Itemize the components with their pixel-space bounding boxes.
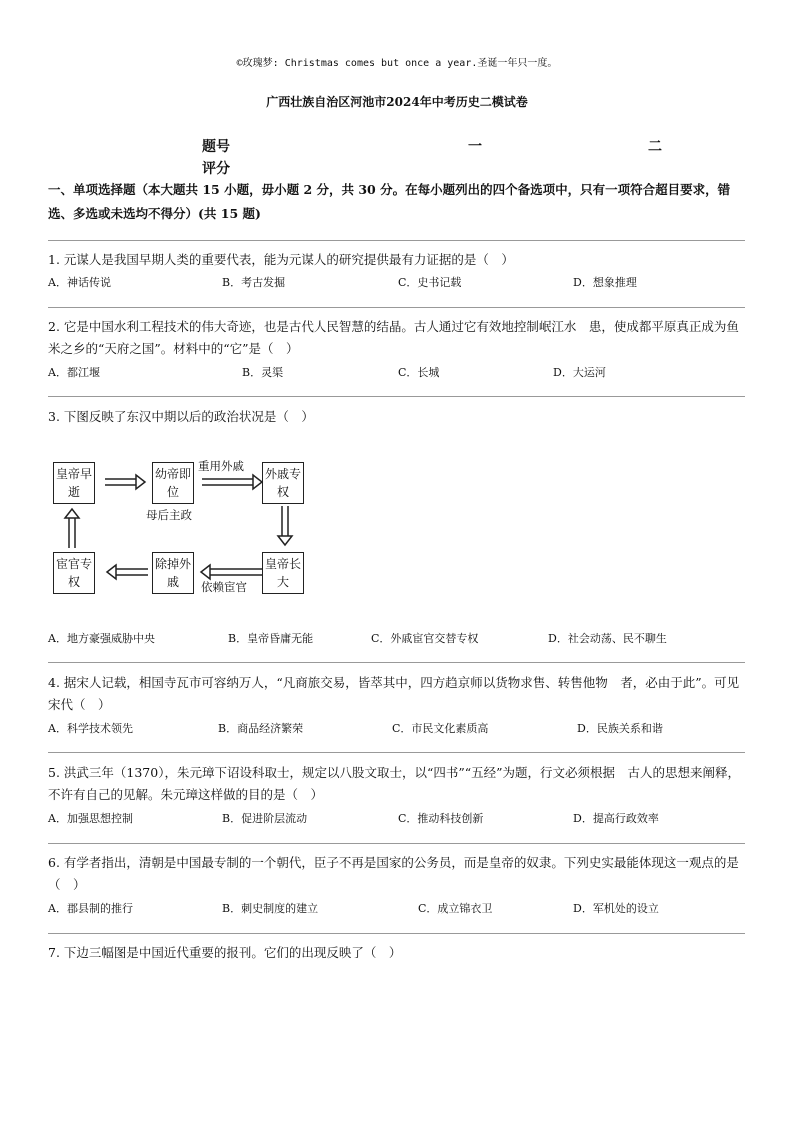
question-3-option-b[interactable]: B．皇帝昏庸无能 (228, 632, 314, 645)
section-heading: 一、单项选择题（本大题共 15 小题，毋小题 2 分，共 30 分。在每小题列出的四个备选项中，只有一项符合超目要求，错选、多选或未选均不得分）(共 15 题) (48, 182, 731, 221)
question-3-stem: 3. 下图反映了东汉中期以后的政治状况是（ ） (48, 409, 314, 424)
diagram-box-eunuchs: 宦官专权 (53, 552, 95, 594)
question-1-option-c[interactable]: C．史书记载 (398, 276, 462, 289)
diagram-label-rely-eunuchs: 依赖宦官 (201, 580, 247, 594)
score-col-2: 二 (648, 139, 662, 155)
question-5-option-a[interactable]: A．加强思想控制 (48, 812, 133, 825)
question-5-option-b[interactable]: B．促进阶层流动 (222, 812, 308, 825)
score-col-1: 一 (468, 139, 482, 155)
question-4-option-a[interactable]: A．科学技术领先 (48, 722, 133, 735)
question-1-option-d[interactable]: D．想象推理 (573, 276, 637, 289)
arrow-right (202, 475, 262, 489)
diagram-label-empress-rule: 母后主政 (146, 508, 192, 522)
page-title: 广西壮族自治区河池市2024年中考历史二模试卷 (266, 95, 528, 109)
diagram-box-emperor-grown: 皇帝长大 (262, 552, 304, 594)
question-6-option-d[interactable]: D．军机处的设立 (573, 902, 659, 915)
arrow-left (201, 565, 262, 579)
question-5-option-d[interactable]: D．提高行政效率 (573, 812, 659, 825)
divider (48, 240, 745, 241)
question-5-stem: 5. 洪武三年（1370），朱元璋下诏设科取士，规定以八股文取士，以“四书”“五经”为题，行文必须根据 古人的思想来阐释，不许有自己的见解。朱元璋这样做的目的是（ ） (48, 765, 741, 802)
diagram-box-remove-consort: 除掉外戚 (152, 552, 194, 594)
question-3-option-d[interactable]: D．社会动荡、民不聊生 (548, 632, 667, 645)
score-row-label-score: 评分 (202, 161, 230, 177)
question-4-stem: 4. 据宋人记载，相国寺瓦市可容纳万人，“凡商旅交易，皆萃其中，四方趋京师以货物求售、转售他物 者，必由于此”。可见宋代（ ） (48, 675, 740, 712)
question-3-option-a[interactable]: A．地方豪强威胁中央 (48, 632, 155, 645)
question-4-option-c[interactable]: C．市民文化素质高 (392, 722, 489, 735)
arrow-down (278, 506, 292, 545)
question-7-stem: 7. 下边三幅图是中国近代重要的报刊。它们的出现反映了（ ） (48, 945, 402, 960)
question-2-option-d[interactable]: D．大运河 (553, 366, 606, 379)
diagram-box-child-emperor: 幼帝即位 (152, 462, 194, 504)
divider (48, 307, 745, 308)
question-4-option-d[interactable]: D．民族关系和谐 (577, 722, 663, 735)
question-3-option-c[interactable]: C．外戚宦官交替专权 (371, 632, 479, 645)
arrow-right (105, 475, 145, 489)
diagram-box-consort-clan: 外戚专权 (262, 462, 304, 504)
arrow-left (107, 565, 148, 579)
divider (48, 933, 745, 934)
diagram-box-emperor-dies: 皇帝早逝 (53, 462, 95, 504)
question-2-option-a[interactable]: A．都江堰 (48, 366, 100, 379)
question-1-option-a[interactable]: A．神话传说 (48, 276, 111, 289)
question-6-stem: 6. 有学者指出，清朝是中国最专制的一个朝代，臣子不再是国家的公务员，而是皇帝的奴隶。下列史实最能体现这一观点的是（ ） (48, 855, 739, 892)
politics-cycle-diagram (48, 448, 318, 608)
question-1-option-b[interactable]: B．考古发掘 (222, 276, 286, 289)
question-2-option-b[interactable]: B．灵渠 (242, 366, 284, 379)
arrow-up (65, 509, 79, 548)
question-6-option-c[interactable]: C．成立锦衣卫 (418, 902, 493, 915)
question-4-option-b[interactable]: B．商品经济繁荣 (218, 722, 304, 735)
question-2-option-c[interactable]: C．长城 (398, 366, 440, 379)
diagram-label-use-consort: 重用外戚 (198, 459, 244, 473)
divider (48, 662, 745, 663)
question-1-stem: 1. 元谋人是我国早期人类的重要代表，能为元谋人的研究提供最有力证据的是（ ） (48, 252, 514, 267)
header-note: ©玫瑰梦: Christmas comes but once a year.圣诞一年只一度。 (236, 58, 558, 69)
question-5-option-c[interactable]: C．推动科技创新 (398, 812, 484, 825)
divider (48, 396, 745, 397)
question-2-stem: 2. 它是中国水利工程技术的伟大奇迹，也是古代人民智慧的结晶。古人通过它有效地控制岷江水 患，使成都平原真正成为鱼米之乡的“天府之国”。材料中的“它”是（ ） (48, 319, 739, 356)
score-row-label-number: 题号 (202, 139, 230, 155)
divider (48, 752, 745, 753)
divider (48, 843, 745, 844)
question-6-option-b[interactable]: B．刺史制度的建立 (222, 902, 319, 915)
question-6-option-a[interactable]: A．郡县制的推行 (48, 902, 133, 915)
